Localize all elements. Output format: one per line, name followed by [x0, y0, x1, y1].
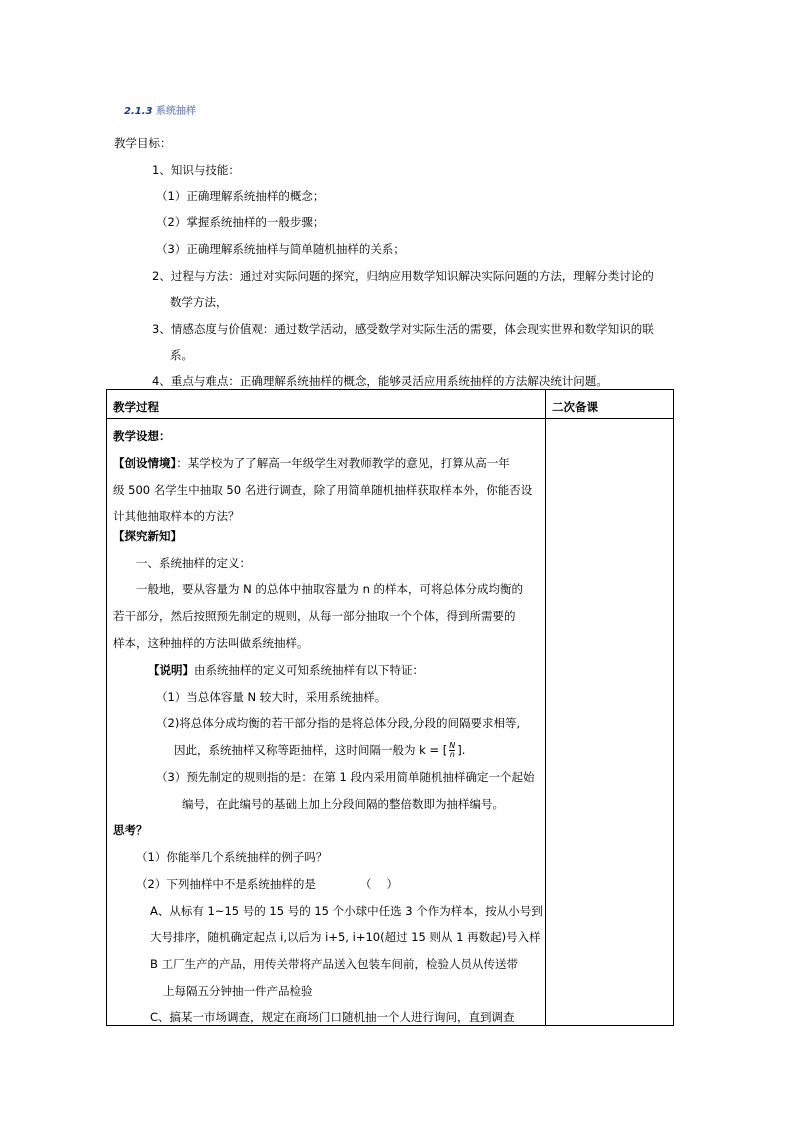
section-title-text: 系统抽样 — [155, 106, 196, 117]
option-b-line2: 上每隔五分钟抽一件产品检验 — [163, 984, 313, 998]
fraction-denominator: n — [449, 750, 455, 759]
option-a-line2: 大号排序，随机确定起点 i,以后为 i+5, i+10(超过 15 则从 1 再数起)号入样 — [150, 930, 541, 944]
scenario-text: ：某学校为了了解高一年级学生对教师教学的意见，打算从高一年 — [176, 456, 510, 470]
objective-k1-item-3: （3）正确理解系统抽样与简单随机抽样的关系； — [156, 242, 405, 256]
question-1: （1）你能举几个系统抽样的例子吗？ — [136, 850, 328, 864]
objective-knowledge: 1、知识与技能： — [152, 163, 240, 177]
objective-key-points: 4、重点与难点：正确理解系统抽样的概念，能够灵活应用系统抽样的方法解决统计问题。 — [152, 374, 608, 388]
table-right-border — [673, 389, 674, 1026]
explore-heading: 【探究新知】 — [113, 529, 182, 543]
section-number: 2.1.3 — [124, 106, 153, 117]
note-line — [148, 662, 424, 678]
question-2-text: （2）下列抽样中不是系统抽样的是 — [136, 877, 316, 891]
table-left-border — [106, 389, 107, 1026]
note-item-2-line1: （2)将总体分成均衡的若干部分指的是将总体分段,分段的间隔要求相等, — [156, 716, 521, 730]
think-heading: 思考？ — [113, 823, 148, 837]
option-b-line1: B 工厂生产的产品，用传关带将产品送入包装车间前，检验人员从传送带 — [150, 957, 519, 971]
objectives-heading: 教学目标： — [114, 136, 172, 150]
objective-attitude-line2: 系。 — [170, 348, 193, 362]
definition-line2: 若干部分，然后按照预先制定的规则，从每一部分抽取一个个体，得到所需要的 — [113, 609, 516, 623]
answer-blank: （ ） — [359, 877, 398, 891]
scenario-line2: 级 500 名学生中抽取 50 名进行调查，除了用简单随机抽样获取样本外，你能否设 — [113, 483, 533, 497]
note-tag: 【说明】 — [148, 663, 194, 677]
section-title — [124, 102, 196, 117]
column-header-second-lesson: 二次备课 — [552, 400, 598, 414]
scenario-line1 — [113, 455, 510, 471]
definition-heading: 一、系统抽样的定义： — [136, 556, 251, 570]
objective-k1-item-2: （2）掌握系统抽样的一般步骤； — [156, 215, 325, 229]
interval-end: ]. — [457, 743, 466, 757]
option-c-line1: C、搞某一市场调查，规定在商场门口随机抽一个人进行询问，直到调查 — [150, 1010, 515, 1024]
objective-attitude-line1: 3、情感态度与价值观：通过数学活动，感受数学对实际生活的需要，体会现实世界和数学知识的联 — [152, 322, 654, 336]
column-header-process: 教学过程 — [113, 400, 159, 414]
table-bottom-border — [106, 1025, 674, 1026]
objective-k1-item-1: （1）正确理解系统抽样的概念； — [156, 189, 325, 203]
table-top-border — [106, 389, 674, 390]
interval-fraction — [449, 742, 455, 759]
note-text: 由系统抽样的定义可知系统抽样有以下特证： — [194, 663, 424, 677]
note-item-3-line1: （3）预先制定的规则指的是：在第 1 段内采用简单随机抽样确定一个起始 — [156, 770, 535, 784]
objective-process-line2: 数学方法， — [170, 295, 228, 309]
option-a-line1: A、从标有 1~15 号的 15 号的 15 个小球中任选 3 个作为样本，按从小号到 — [150, 904, 543, 918]
definition-line1: 一般地，要从容量为 N 的总体中抽取容量为 n 的样本，可将总体分成均衡的 — [136, 582, 524, 596]
objective-process-line1: 2、过程与方法：通过对实际问题的探究，归纳应用数学知识解决实际问题的方法，理解分类讨论的 — [152, 269, 654, 283]
scenario-tag: 【创设情境】 — [113, 456, 177, 470]
design-heading: 教学设想： — [113, 429, 171, 443]
interval-text: 因此，系统抽样又称等距抽样，这时间隔一般为 k = [ — [174, 743, 448, 757]
note-item-2-line2 — [174, 742, 465, 759]
scenario-line3: 计其他抽取样本的方法？ — [113, 509, 240, 523]
table-column-divider — [545, 389, 546, 1026]
question-2 — [136, 876, 398, 892]
note-item-3-line2: 编号，在此编号的基础上加上分段间隔的整倍数即为抽样编号。 — [182, 797, 504, 811]
definition-line3: 样本，这种抽样的方法叫做系统抽样。 — [113, 636, 309, 650]
table-header-border — [106, 418, 674, 419]
note-item-1: （1）当总体容量 N 较大时，采用系统抽样。 — [156, 690, 387, 704]
fraction-numerator: N — [449, 741, 456, 750]
